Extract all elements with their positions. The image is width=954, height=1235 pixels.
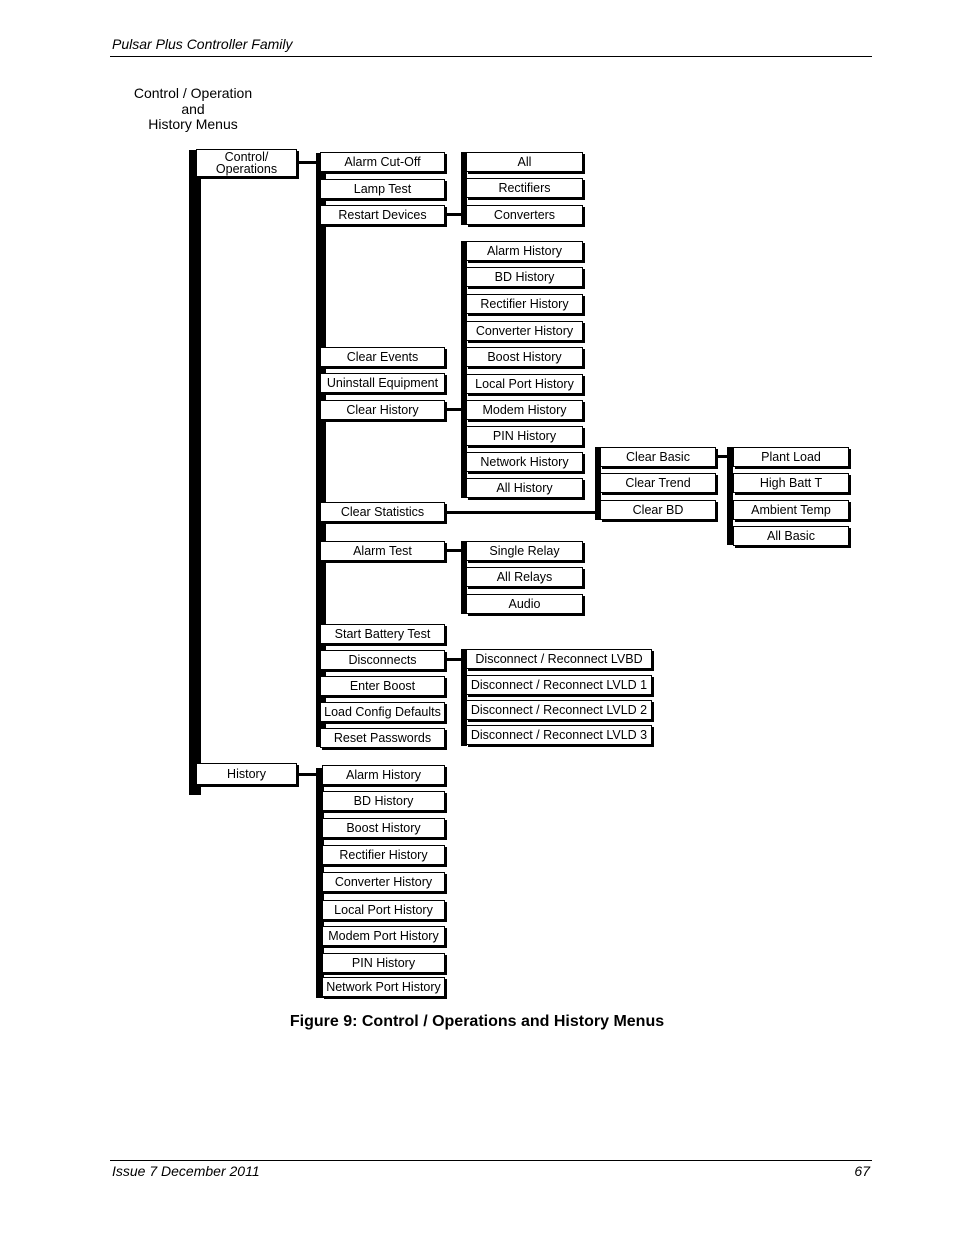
- control-ops-item: Clear Statistics: [320, 502, 445, 522]
- header-rule: [110, 56, 872, 57]
- footer-issue: Issue 7 December 2011: [112, 1163, 260, 1179]
- control-ops-item: Clear History: [320, 400, 445, 420]
- control-ops-item: Reset Passwords: [320, 728, 445, 748]
- connector-disconnects: [446, 658, 462, 661]
- clear-history-item: Network History: [466, 452, 583, 472]
- clear-history-item: Converter History: [466, 321, 583, 341]
- clear-statistics-item: Clear Trend: [600, 473, 716, 493]
- clear-basic-item: Ambient Temp: [733, 500, 849, 520]
- root-spine: [189, 150, 201, 795]
- clear-basic-item: Plant Load: [733, 447, 849, 467]
- alarm-test-item: Audio: [466, 594, 583, 614]
- clear-history-item: Local Port History: [466, 374, 583, 394]
- clear-history-item: Boost History: [466, 347, 583, 367]
- control-ops-item: Lamp Test: [320, 179, 445, 199]
- document-header: Pulsar Plus Controller Family: [112, 36, 293, 52]
- control-ops-item: Enter Boost: [320, 676, 445, 696]
- alarm-test-item: Single Relay: [466, 541, 583, 561]
- control-ops-item: Alarm Test: [320, 541, 445, 561]
- control-ops-item: Start Battery Test: [320, 624, 445, 644]
- connector-alarm-test: [446, 549, 462, 552]
- control-ops-item: Uninstall Equipment: [320, 373, 445, 393]
- history-item: Modem Port History: [322, 926, 445, 946]
- clear-statistics-item: Clear BD: [600, 500, 716, 520]
- disconnects-item: Disconnect / Reconnect LVLD 2: [466, 700, 652, 720]
- history-item: BD History: [322, 791, 445, 811]
- clear-history-item: Rectifier History: [466, 294, 583, 314]
- history-item: Local Port History: [322, 900, 445, 920]
- clear-history-item: BD History: [466, 267, 583, 287]
- control-ops-item: Disconnects: [320, 650, 445, 670]
- connector-clear-statistics: [446, 511, 596, 514]
- clear-history-item: All History: [466, 478, 583, 498]
- control-ops-item: Restart Devices: [320, 205, 445, 225]
- history-item: Alarm History: [322, 765, 445, 785]
- alarm-test-item: All Relays: [466, 567, 583, 587]
- history-item: Converter History: [322, 872, 445, 892]
- figure-caption: Figure 9: Control / Operations and History Menus: [289, 1013, 665, 1030]
- history-item: PIN History: [322, 953, 445, 973]
- control-ops-item: Load Config Defaults: [320, 702, 445, 722]
- clear-basic-item: High Batt T: [733, 473, 849, 493]
- disconnects-item: Disconnect / Reconnect LVBD: [466, 649, 652, 669]
- clear-history-item: PIN History: [466, 426, 583, 446]
- clear-history-item: Alarm History: [466, 241, 583, 261]
- clear-history-item: Modem History: [466, 400, 583, 420]
- connector-clear-history: [446, 408, 462, 411]
- history-item: Rectifier History: [322, 845, 445, 865]
- disconnects-item: Disconnect / Reconnect LVLD 3: [466, 725, 652, 745]
- connector-restart-devices: [446, 213, 462, 216]
- footer-page-number: 67: [854, 1163, 870, 1179]
- restart-devices-item: Converters: [466, 205, 583, 225]
- control-ops-item: Clear Events: [320, 347, 445, 367]
- connector-control-ops: [298, 161, 318, 164]
- disconnects-item: Disconnect / Reconnect LVLD 1: [466, 675, 652, 695]
- control-ops-item: Alarm Cut-Off: [320, 152, 445, 172]
- menu-history: History: [196, 763, 297, 785]
- connector-clear-basic: [717, 455, 728, 458]
- footer-rule: [110, 1160, 872, 1161]
- history-item: Boost History: [322, 818, 445, 838]
- restart-devices-item: All: [466, 152, 583, 172]
- history-item: Network Port History: [322, 977, 445, 997]
- menu-control-operations: Control/ Operations: [196, 149, 297, 177]
- clear-statistics-item: Clear Basic: [600, 447, 716, 467]
- diagram-title: Control / Operation and History Menus: [133, 85, 253, 132]
- connector-history: [298, 773, 318, 776]
- clear-basic-item: All Basic: [733, 526, 849, 546]
- restart-devices-item: Rectifiers: [466, 178, 583, 198]
